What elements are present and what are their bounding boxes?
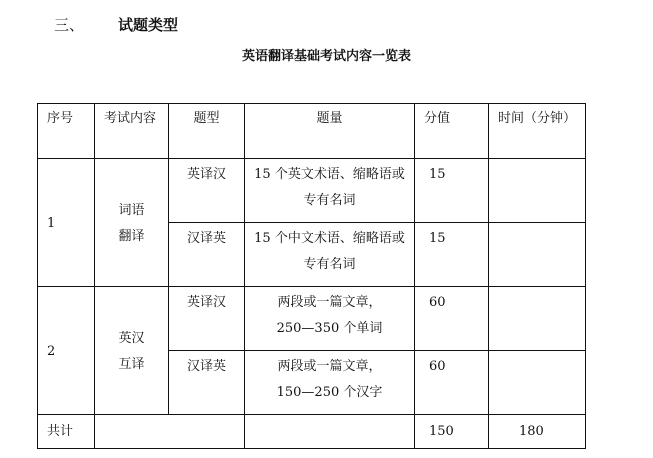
question-type: 汉译英 (169, 351, 245, 415)
time-value (489, 223, 586, 287)
score-value: 15 (415, 223, 489, 287)
question-type: 英译汉 (169, 159, 245, 223)
header-type: 题型 (169, 104, 245, 159)
question-amount (245, 159, 415, 223)
time-value (489, 159, 586, 223)
table-title: 英语翻译基础考试内容一览表 (241, 49, 411, 64)
group-number: 2 (38, 287, 95, 415)
group-content-line: 词语 (118, 203, 145, 218)
amount-line: 250—350 个单词 (276, 321, 383, 336)
time-value (489, 287, 586, 351)
score-value: 60 (415, 287, 489, 351)
group-content-line: 互译 (118, 357, 145, 372)
total-score: 150 (415, 415, 489, 449)
question-type: 英译汉 (169, 287, 245, 351)
table-row (38, 159, 586, 223)
time-value (489, 351, 586, 415)
amount-line: 专有名词 (303, 257, 356, 272)
header-no: 序号 (38, 104, 95, 159)
total-row (38, 415, 586, 449)
question-type: 汉译英 (169, 223, 245, 287)
group-content-line: 翻译 (118, 229, 145, 244)
section-heading (54, 14, 178, 35)
group-number: 1 (38, 159, 95, 287)
amount-line: 150—250 个汉字 (276, 385, 383, 400)
header-score: 分值 (415, 104, 489, 159)
question-amount (245, 223, 415, 287)
amount-line: 两段或一篇文章， (277, 295, 382, 310)
total-empty-amount (245, 415, 415, 449)
amount-line: 两段或一篇文章， (277, 359, 382, 374)
header-amount: 题量 (245, 104, 415, 159)
section-title: 试题类型 (118, 16, 179, 34)
group-content (95, 159, 169, 287)
total-time: 180 (489, 415, 586, 449)
amount-line: 15 个英文术语、缩略语或 (254, 167, 405, 182)
amount-line: 专有名词 (303, 193, 356, 208)
question-amount (245, 287, 415, 351)
header-time: 时间（分钟） (489, 104, 586, 159)
score-value: 60 (415, 351, 489, 415)
exam-content-table (37, 103, 586, 449)
section-number: 三、 (54, 16, 85, 34)
total-label: 共计 (38, 415, 95, 449)
amount-line: 15 个中文术语、缩略语或 (254, 231, 405, 246)
table-row (38, 287, 586, 351)
group-content (95, 287, 169, 415)
question-amount (245, 351, 415, 415)
header-content: 考试内容 (95, 104, 169, 159)
score-value: 15 (415, 159, 489, 223)
header-row (38, 104, 586, 159)
group-content-line: 英汉 (118, 331, 145, 346)
total-empty (95, 415, 245, 449)
